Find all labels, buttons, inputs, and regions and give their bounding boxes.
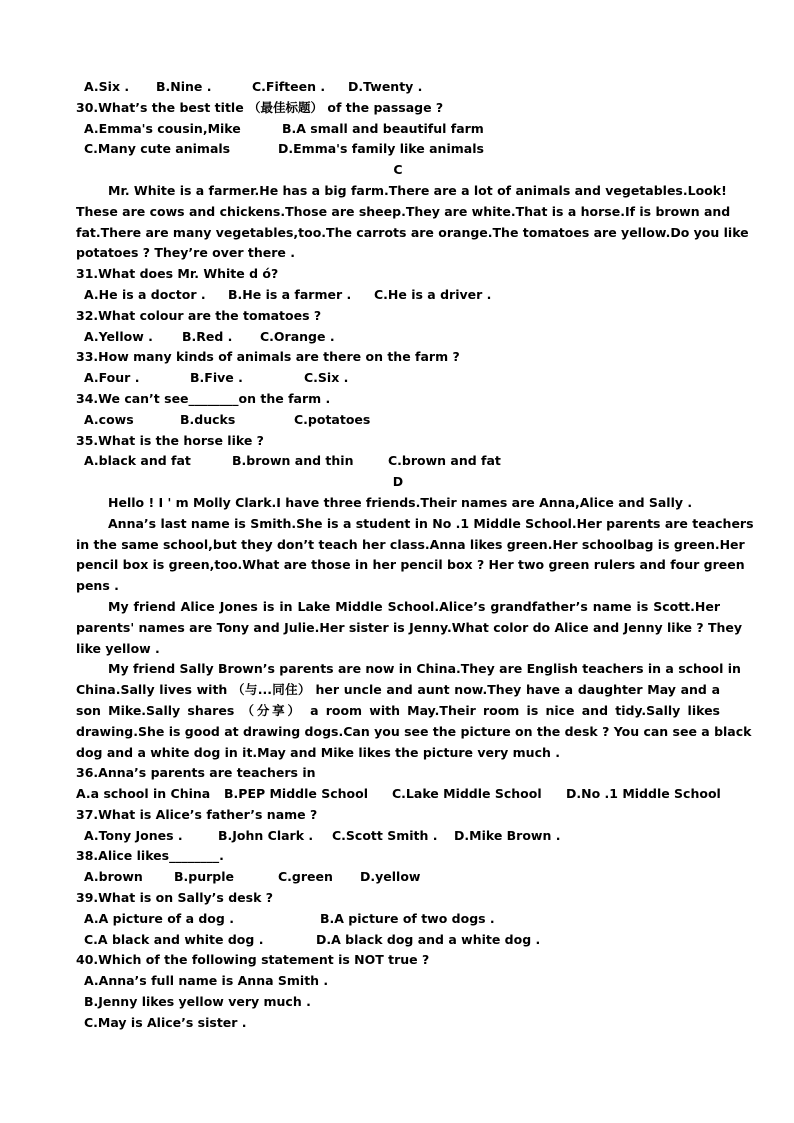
q38-options xyxy=(76,867,720,888)
q32-option-c: C.Orange . xyxy=(260,328,335,344)
q36-option-c: C.Lake Middle School xyxy=(392,786,542,802)
q39-option-c: C.A black and white dog . xyxy=(84,931,264,947)
q39-option-d: D.A black dog and a white dog . xyxy=(316,931,541,947)
q31-option-c: C.He is a driver . xyxy=(374,286,492,302)
q40-option-b: B.Jenny likes yellow very much . xyxy=(84,994,311,1010)
q37-option-d: D.Mike Brown . xyxy=(454,827,561,843)
q37-option-b: B.John Clark . xyxy=(218,827,314,843)
section-c-passage xyxy=(76,181,749,264)
q38-option-d: D.yellow xyxy=(360,869,421,885)
q37-option-a: A.Tony Jones . xyxy=(84,827,183,843)
passage-line: fat.There are many vegetables,too.The carrots are orange.The tomatoes are yellow.Do you like xyxy=(76,224,749,240)
passage-line: These are cows and chickens.Those are sheep.They are white.That is a horse.If is brown and xyxy=(76,203,731,219)
q39-options-row2 xyxy=(76,930,720,951)
q38-option-a: A.brown xyxy=(84,869,143,885)
q37-options xyxy=(76,826,720,847)
q33-option-a: A.Four . xyxy=(84,370,140,386)
q31-option-b: B.He is a farmer . xyxy=(228,286,352,302)
q31-options xyxy=(76,285,720,306)
q32-option-a: A.Yellow . xyxy=(84,328,153,344)
exam-page xyxy=(76,77,754,1034)
q36-option-b: B.PEP Middle School xyxy=(224,786,368,802)
q29-option-d: D.Twenty . xyxy=(348,79,423,94)
q36-question: 36.Anna’s parents are teachers in xyxy=(76,765,316,781)
q35-question: 35.What is the horse like ? xyxy=(76,432,264,448)
q35-option-c: C.brown and fat xyxy=(388,453,501,469)
passage-line: Mr. White is a farmer.He has a big farm.There are a lot of animals and vegetables.Look! xyxy=(108,182,727,198)
passage-line: like yellow . xyxy=(76,640,160,656)
q34-option-c: C.potatoes xyxy=(294,411,371,427)
q34-option-a: A.cows xyxy=(84,411,134,427)
q39-options-row1 xyxy=(76,909,720,930)
q35-options xyxy=(76,451,720,472)
q39-option-a: A.A picture of a dog . xyxy=(84,910,234,926)
q29-option-a: A.Six . xyxy=(84,79,130,94)
q30-option-b: B.A small and beautiful farm xyxy=(282,120,484,136)
q30-options-row1 xyxy=(76,119,720,140)
passage-line: potatoes ? They’re over there . xyxy=(76,245,296,261)
q34-option-b: B.ducks xyxy=(180,411,236,427)
q32-options xyxy=(76,327,720,348)
q38-option-b: B.purple xyxy=(174,869,234,885)
q30-option-c: C.Many cute animals xyxy=(84,141,231,157)
q39-question: 39.What is on Sally’s desk ? xyxy=(76,890,273,906)
q40-option-a: A.Anna’s full name is Anna Smith . xyxy=(84,973,329,989)
passage-line: in the same school,but they don’t teach her class.Anna likes green.Her schoolbag is green.Her xyxy=(76,536,745,552)
passage-line: pens . xyxy=(76,578,119,594)
passage-line: My friend Sally Brown’s parents are now in China.They are English teachers in a school in xyxy=(108,661,741,677)
q30-options-row2 xyxy=(76,139,720,160)
passage-line: Hello ! I ' m Molly Clark.I have three friends.Their names are Anna,Alice and Sally . xyxy=(108,494,693,510)
q34-options xyxy=(76,410,720,431)
q37-option-c: C.Scott Smith . xyxy=(332,827,438,843)
q31-option-a: A.He is a doctor . xyxy=(84,286,206,302)
q32-option-b: B.Red . xyxy=(182,328,233,344)
passage-line: dog and a white dog in it.May and Mike likes the picture very much . xyxy=(76,744,560,760)
passage-line: My friend Alice Jones is in Lake Middle School.Alice’s grandfather’s name is Scott.Her xyxy=(108,598,720,614)
q31-question: 31.What does Mr. White d ó? xyxy=(76,266,279,282)
q36-options xyxy=(76,784,720,805)
q40-question: 40.Which of the following statement is NOT true ? xyxy=(76,952,430,968)
passage-line: Anna’s last name is Smith.She is a student in No .1 Middle School.Her parents are teachers xyxy=(108,515,754,531)
q32-question: 32.What colour are the tomatoes ? xyxy=(76,307,322,323)
q33-question: 33.How many kinds of animals are there on the farm ? xyxy=(76,349,460,365)
q35-option-a: A.black and fat xyxy=(84,453,191,469)
q40-option-c: C.May is Alice’s sister . xyxy=(84,1014,247,1030)
q30-option-a: A.Emma's cousin,Mike xyxy=(84,120,241,136)
q30-option-d: D.Emma's family like animals xyxy=(278,141,484,157)
passage-line: China.Sally lives with （与...同住） her uncle and aunt now.They have a daughter May and a xyxy=(76,682,720,698)
passage-line: drawing.She is good at drawing dogs.Can you see the picture on the desk ? You can see a black xyxy=(76,723,752,739)
q38-question: 38.Alice likes________. xyxy=(76,848,224,864)
q34-question: 34.We can’t see________on the farm . xyxy=(76,390,331,406)
passage-line: parents' names are Tony and Julie.Her sister is Jenny.What color do Alice and Jenny like ? They xyxy=(76,619,743,635)
section-d-passage xyxy=(76,493,754,763)
q33-option-c: C.Six . xyxy=(304,370,349,386)
q30-question: 30.What’s the best title （最佳标题） of the passage ? xyxy=(76,99,444,115)
q33-option-b: B.Five . xyxy=(190,370,243,386)
section-c-heading: C xyxy=(393,162,403,178)
q36-option-a: A.a school in China xyxy=(76,786,211,802)
q36-option-d: D.No .1 Middle School xyxy=(566,786,721,802)
q37-question: 37.What is Alice’s father’s name ? xyxy=(76,806,318,822)
q38-option-c: C.green xyxy=(278,869,333,885)
q29-options xyxy=(76,77,720,98)
passage-line: pencil box is green,too.What are those in her pencil box ? Her two green rulers and four green xyxy=(76,557,745,573)
q29-option-c: C.Fifteen . xyxy=(252,79,326,94)
q35-option-b: B.brown and thin xyxy=(232,453,354,469)
q33-options xyxy=(76,368,720,389)
q39-option-b: B.A picture of two dogs . xyxy=(320,910,495,926)
passage-line: son Mike.Sally shares （分享） a room with May.Their room is nice and tidy.Sally likes xyxy=(76,702,720,718)
q29-option-b: B.Nine . xyxy=(156,79,212,94)
section-d-heading: D xyxy=(392,474,404,490)
